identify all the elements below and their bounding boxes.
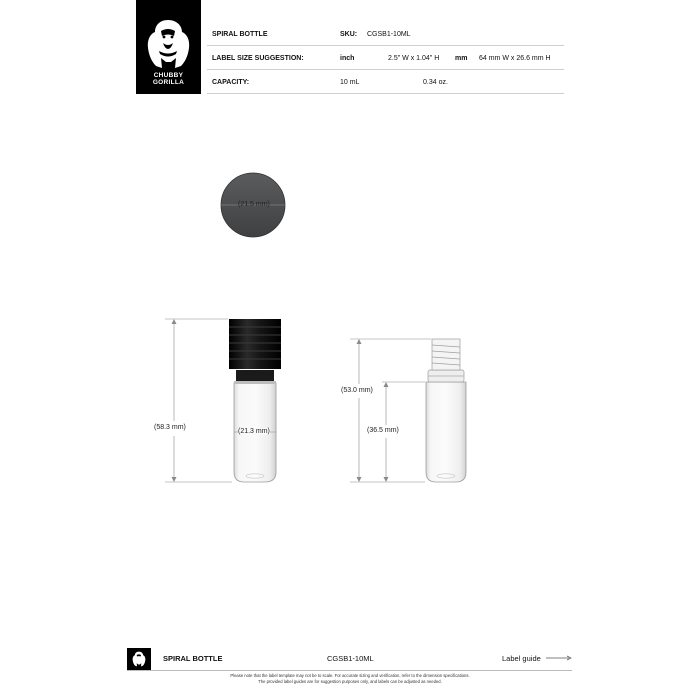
gorilla-icon — [131, 651, 147, 667]
body-height-label: (36.5 mm) — [367, 427, 399, 434]
disclaimer-line1: Please note that the label template may not be to scale. For accurate sizing and verification, refer to the dimension specifications. — [230, 673, 470, 678]
product-label: SPIRAL BOTTLE — [212, 31, 268, 38]
cap-diameter-label: (21.5 mm) — [238, 201, 270, 208]
mm-value: 64 mm W x 26.6 mm H — [479, 55, 551, 62]
brand-name-line2: GORILLA — [152, 79, 185, 86]
open-bottle-body — [426, 382, 466, 482]
inch-value: 2.5" W x 1.04" H — [388, 55, 440, 62]
brand-name-line1: CHUBBY — [153, 72, 184, 79]
disclaimer — [150, 673, 550, 685]
threaded-neck — [432, 339, 460, 370]
bottle-with-cap — [165, 319, 281, 482]
sku-label: SKU: — [340, 31, 358, 38]
dim-height-with-cap — [165, 319, 232, 482]
bottle-without-cap — [350, 339, 466, 482]
footer-label-guide: Label guide — [502, 654, 541, 663]
sku-value: CGSB1-10ML — [367, 31, 411, 38]
disclaimer-line2: The provided label guides are for suggestion purposes only, and labels can be adjusted as needed. — [258, 679, 442, 684]
capacity-oz: 0.34 oz. — [423, 79, 448, 86]
height-with-cap-label: (58.3 mm) — [154, 424, 186, 431]
inch-label: inch — [340, 55, 355, 62]
footer-title: SPIRAL BOTTLE — [163, 654, 223, 663]
footer-sku: CGSB1-10ML — [327, 654, 374, 663]
bottle-diameter-label: (21.3 mm) — [238, 428, 270, 435]
footer-divider — [127, 670, 572, 671]
label-size-label: LABEL SIZE SUGGESTION: — [212, 55, 304, 62]
dim-heights-open — [350, 339, 431, 482]
capacity-label: CAPACITY: — [212, 79, 250, 86]
arrow-right-icon — [546, 655, 572, 661]
total-height-label: (53.0 mm) — [341, 387, 373, 394]
mm-label: mm — [455, 55, 468, 62]
capacity-ml: 10 mL — [340, 79, 360, 86]
footer-logo — [127, 648, 151, 670]
